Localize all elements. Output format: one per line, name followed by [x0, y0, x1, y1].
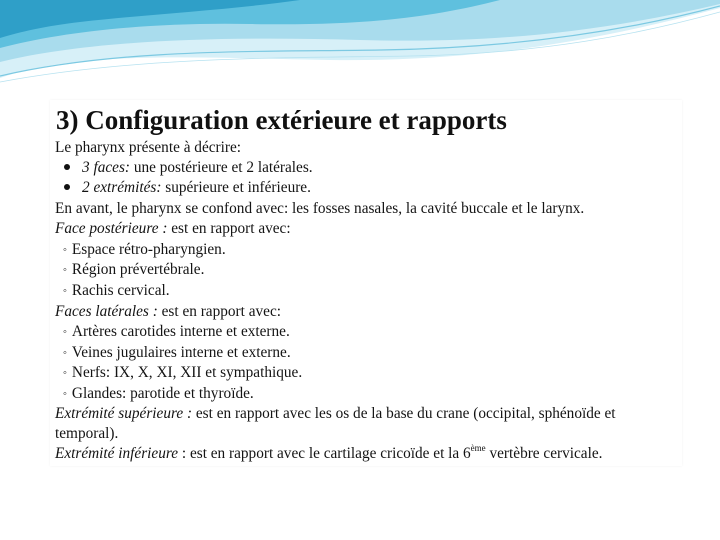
ring-bullet-icon: ◦	[63, 347, 67, 359]
superior-line: Extrémité supérieure : est en rapport avec les os de la base du crane (occipital, sphénoïde et	[55, 405, 616, 422]
list-item: ◦ Rachis cervical.	[63, 282, 170, 299]
ring-bullet-icon: ◦	[63, 326, 67, 338]
list-item: ◦ Artères carotides interne et externe.	[63, 323, 290, 340]
header-wave-decoration	[0, 0, 720, 90]
list-item: ◦ Veines jugulaires interne et externe.	[63, 344, 291, 361]
inferior-line: Extrémité inférieure : est en rapport avec le cartilage cricoïde et la 6ème vertèbre cervicale.	[55, 443, 603, 462]
bullet-faces: 3 faces: une postérieure et 2 latérales.	[64, 158, 313, 178]
list-item: ◦ Région prévertébrale.	[63, 261, 205, 278]
document-scan	[50, 100, 682, 466]
ring-bullet-icon: ◦	[63, 285, 67, 297]
posterior-heading: Face postérieure : est en rapport avec:	[55, 220, 291, 237]
ring-bullet-icon: ◦	[63, 264, 67, 276]
ring-bullet-icon: ◦	[63, 244, 67, 256]
lateral-heading: Faces latérales : est en rapport avec:	[55, 303, 281, 320]
ring-bullet-icon: ◦	[63, 367, 67, 379]
superior-line-continued: temporal).	[55, 425, 119, 442]
intro-line: Le pharynx présente à décrire:	[55, 139, 242, 156]
list-item: ◦ Glandes: parotide et thyroïde.	[63, 385, 254, 402]
bullet-extremities: 2 extrémités: supérieure et inférieure.	[64, 178, 311, 198]
ring-bullet-icon: ◦	[63, 388, 67, 400]
list-item: ◦ Espace rétro-pharyngien.	[63, 241, 226, 258]
list-item: ◦ Nerfs: IX, X, XI, XII et sympathique.	[63, 364, 303, 381]
bullet-dot-icon	[64, 184, 70, 190]
section-title: 3) Configuration extérieure et rapports	[56, 105, 507, 135]
bullet-dot-icon	[64, 164, 70, 170]
front-relation-line: En avant, le pharynx se confond avec: les fosses nasales, la cavité buccale et le larynx.	[55, 200, 585, 217]
